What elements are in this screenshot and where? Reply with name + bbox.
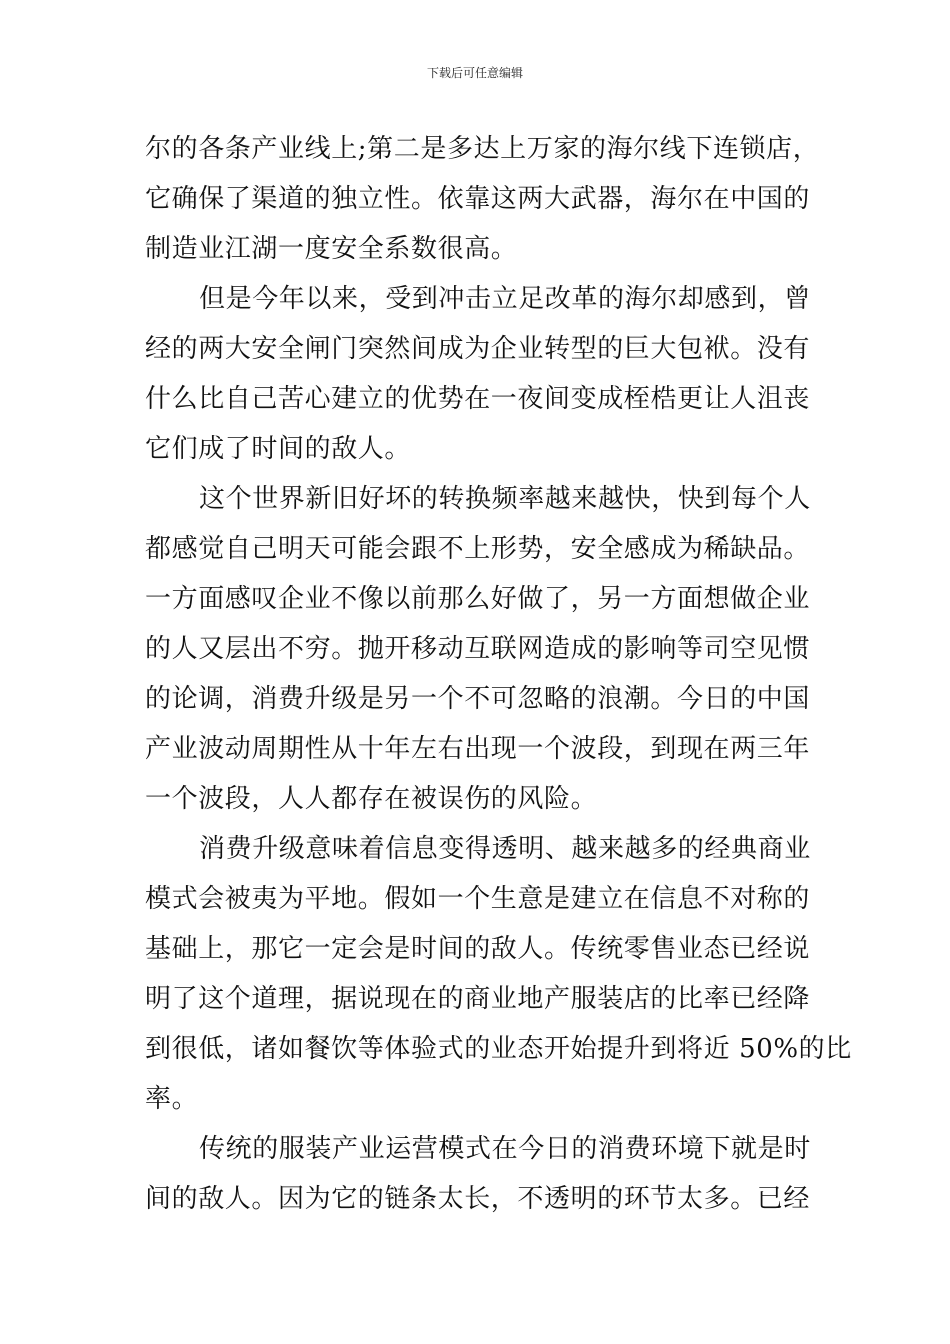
text-line: 什么比自己苦心建立的优势在一夜间变成桎梏更让人沮丧 xyxy=(145,384,811,414)
text-line: 尔的各条产业线上;第二是多达上万家的海尔线下连锁店， xyxy=(145,134,820,164)
text-line: 一个波段，人人都存在被误伤的风险。 xyxy=(145,784,598,814)
text-line: 它确保了渠道的独立性。依靠这两大武器，海尔在中国的 xyxy=(145,184,811,214)
text-line: 率。 xyxy=(145,1084,199,1114)
text-line: 但是今年以来，受到冲击立足改革的海尔却感到，曾 xyxy=(199,284,811,314)
text-line: 制造业江湖一度安全系数很高。 xyxy=(145,234,518,264)
document-body xyxy=(145,124,852,1224)
text-line: 传统的服装产业运营模式在今日的消费环境下就是时 xyxy=(199,1134,811,1164)
text-line: 的人又层出不穷。抛开移动互联网造成的影响等司空见惯 xyxy=(145,634,811,664)
text-line: 它们成了时间的敌人。 xyxy=(145,434,412,464)
text-line: 经的两大安全闸门突然间成为企业转型的巨大包袱。没有 xyxy=(145,334,811,364)
text-line: 的论调，消费升级是另一个不可忽略的浪潮。今日的中国 xyxy=(145,684,811,714)
text-line: 明了这个道理，据说现在的商业地产服装店的比率已经降 xyxy=(145,984,811,1014)
text-line: 消费升级意味着信息变得透明、越来越多的经典商业 xyxy=(199,834,811,864)
text-line: 这个世界新旧好坏的转换频率越来越快，快到每个人 xyxy=(199,484,811,514)
text-line: 模式会被夷为平地。假如一个生意是建立在信息不对称的 xyxy=(145,884,811,914)
text-line: 基础上，那它一定会是时间的敌人。传统零售业态已经说 xyxy=(145,934,811,964)
text-line: 到很低，诸如餐饮等体验式的业态开始提升到将近 50%的比 xyxy=(145,1034,852,1064)
text-line: 间的敌人。因为它的链条太长，不透明的环节太多。已经 xyxy=(145,1184,811,1214)
text-line: 产业波动周期性从十年左右出现一个波段，到现在两三年 xyxy=(145,734,811,764)
page-header: 下载后可任意编辑 xyxy=(426,66,523,80)
text-line: 一方面感叹企业不像以前那么好做了，另一方面想做企业 xyxy=(145,584,811,614)
text-line: 都感觉自己明天可能会跟不上形势，安全感成为稀缺品。 xyxy=(145,534,811,564)
